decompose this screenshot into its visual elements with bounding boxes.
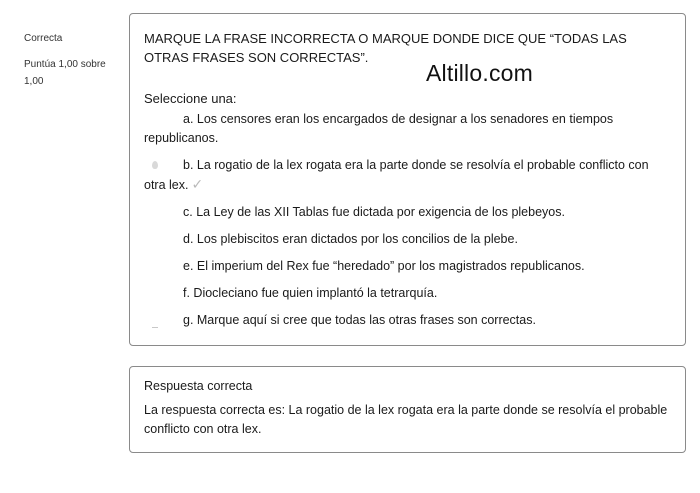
answer-option-c[interactable]: [144, 203, 672, 222]
answer-label: a. Los censores eran los encargados de designar a los senadores en tiempos republicanos.: [144, 112, 614, 145]
question-text: MARQUE LA FRASE INCORRECTA O MARQUE DONDE DICE QUE “TODAS LAS OTRAS FRASES SON CORRECTAS”.: [144, 31, 627, 65]
check-icon: ✓: [191, 176, 204, 192]
answer-label: b. La rogatio de la lex rogata era la parte donde se resolvía el probable conflicto con otra lex.: [144, 158, 649, 192]
answer-prompt: Seleccione una:: [144, 91, 237, 106]
answer-option-b[interactable]: [144, 156, 672, 195]
question-box: [129, 13, 686, 346]
radio-icon[interactable]: [152, 325, 158, 328]
watermark: Altillo.com: [426, 60, 534, 86]
answer-label: d. Los plebiscitos eran dictados por los concilios de la plebe.: [183, 232, 518, 246]
feedback-body: La respuesta correcta es: La rogatio de la lex rogata era la parte donde se resolvía el probable conflicto con otra lex.: [144, 403, 668, 436]
feedback-box: [129, 366, 686, 453]
answer-option-f[interactable]: [144, 284, 672, 303]
answer-label: e. El imperium del Rex fue “heredado” por los magistrados republicanos.: [183, 259, 585, 273]
answer-list: [144, 110, 672, 338]
question-status: Correcta: [24, 33, 63, 44]
answer-label: c. La Ley de las XII Tablas fue dictada por exigencia de los plebeyos.: [183, 205, 565, 219]
radio-icon[interactable]: [152, 161, 158, 169]
answer-option-d[interactable]: [144, 230, 672, 249]
answer-option-e[interactable]: [144, 257, 672, 276]
answer-label: g. Marque aquí si cree que todas las otras frases son correctas.: [183, 313, 536, 327]
question-score: Puntúa 1,00 sobre 1,00: [24, 59, 106, 87]
answer-option-a[interactable]: [144, 110, 672, 148]
answer-option-g[interactable]: [144, 311, 672, 330]
feedback-header: Respuesta correcta: [144, 379, 253, 393]
question-info: [24, 30, 124, 90]
answer-label: f. Diocleciano fue quien implantó la tetrarquía.: [183, 286, 438, 300]
